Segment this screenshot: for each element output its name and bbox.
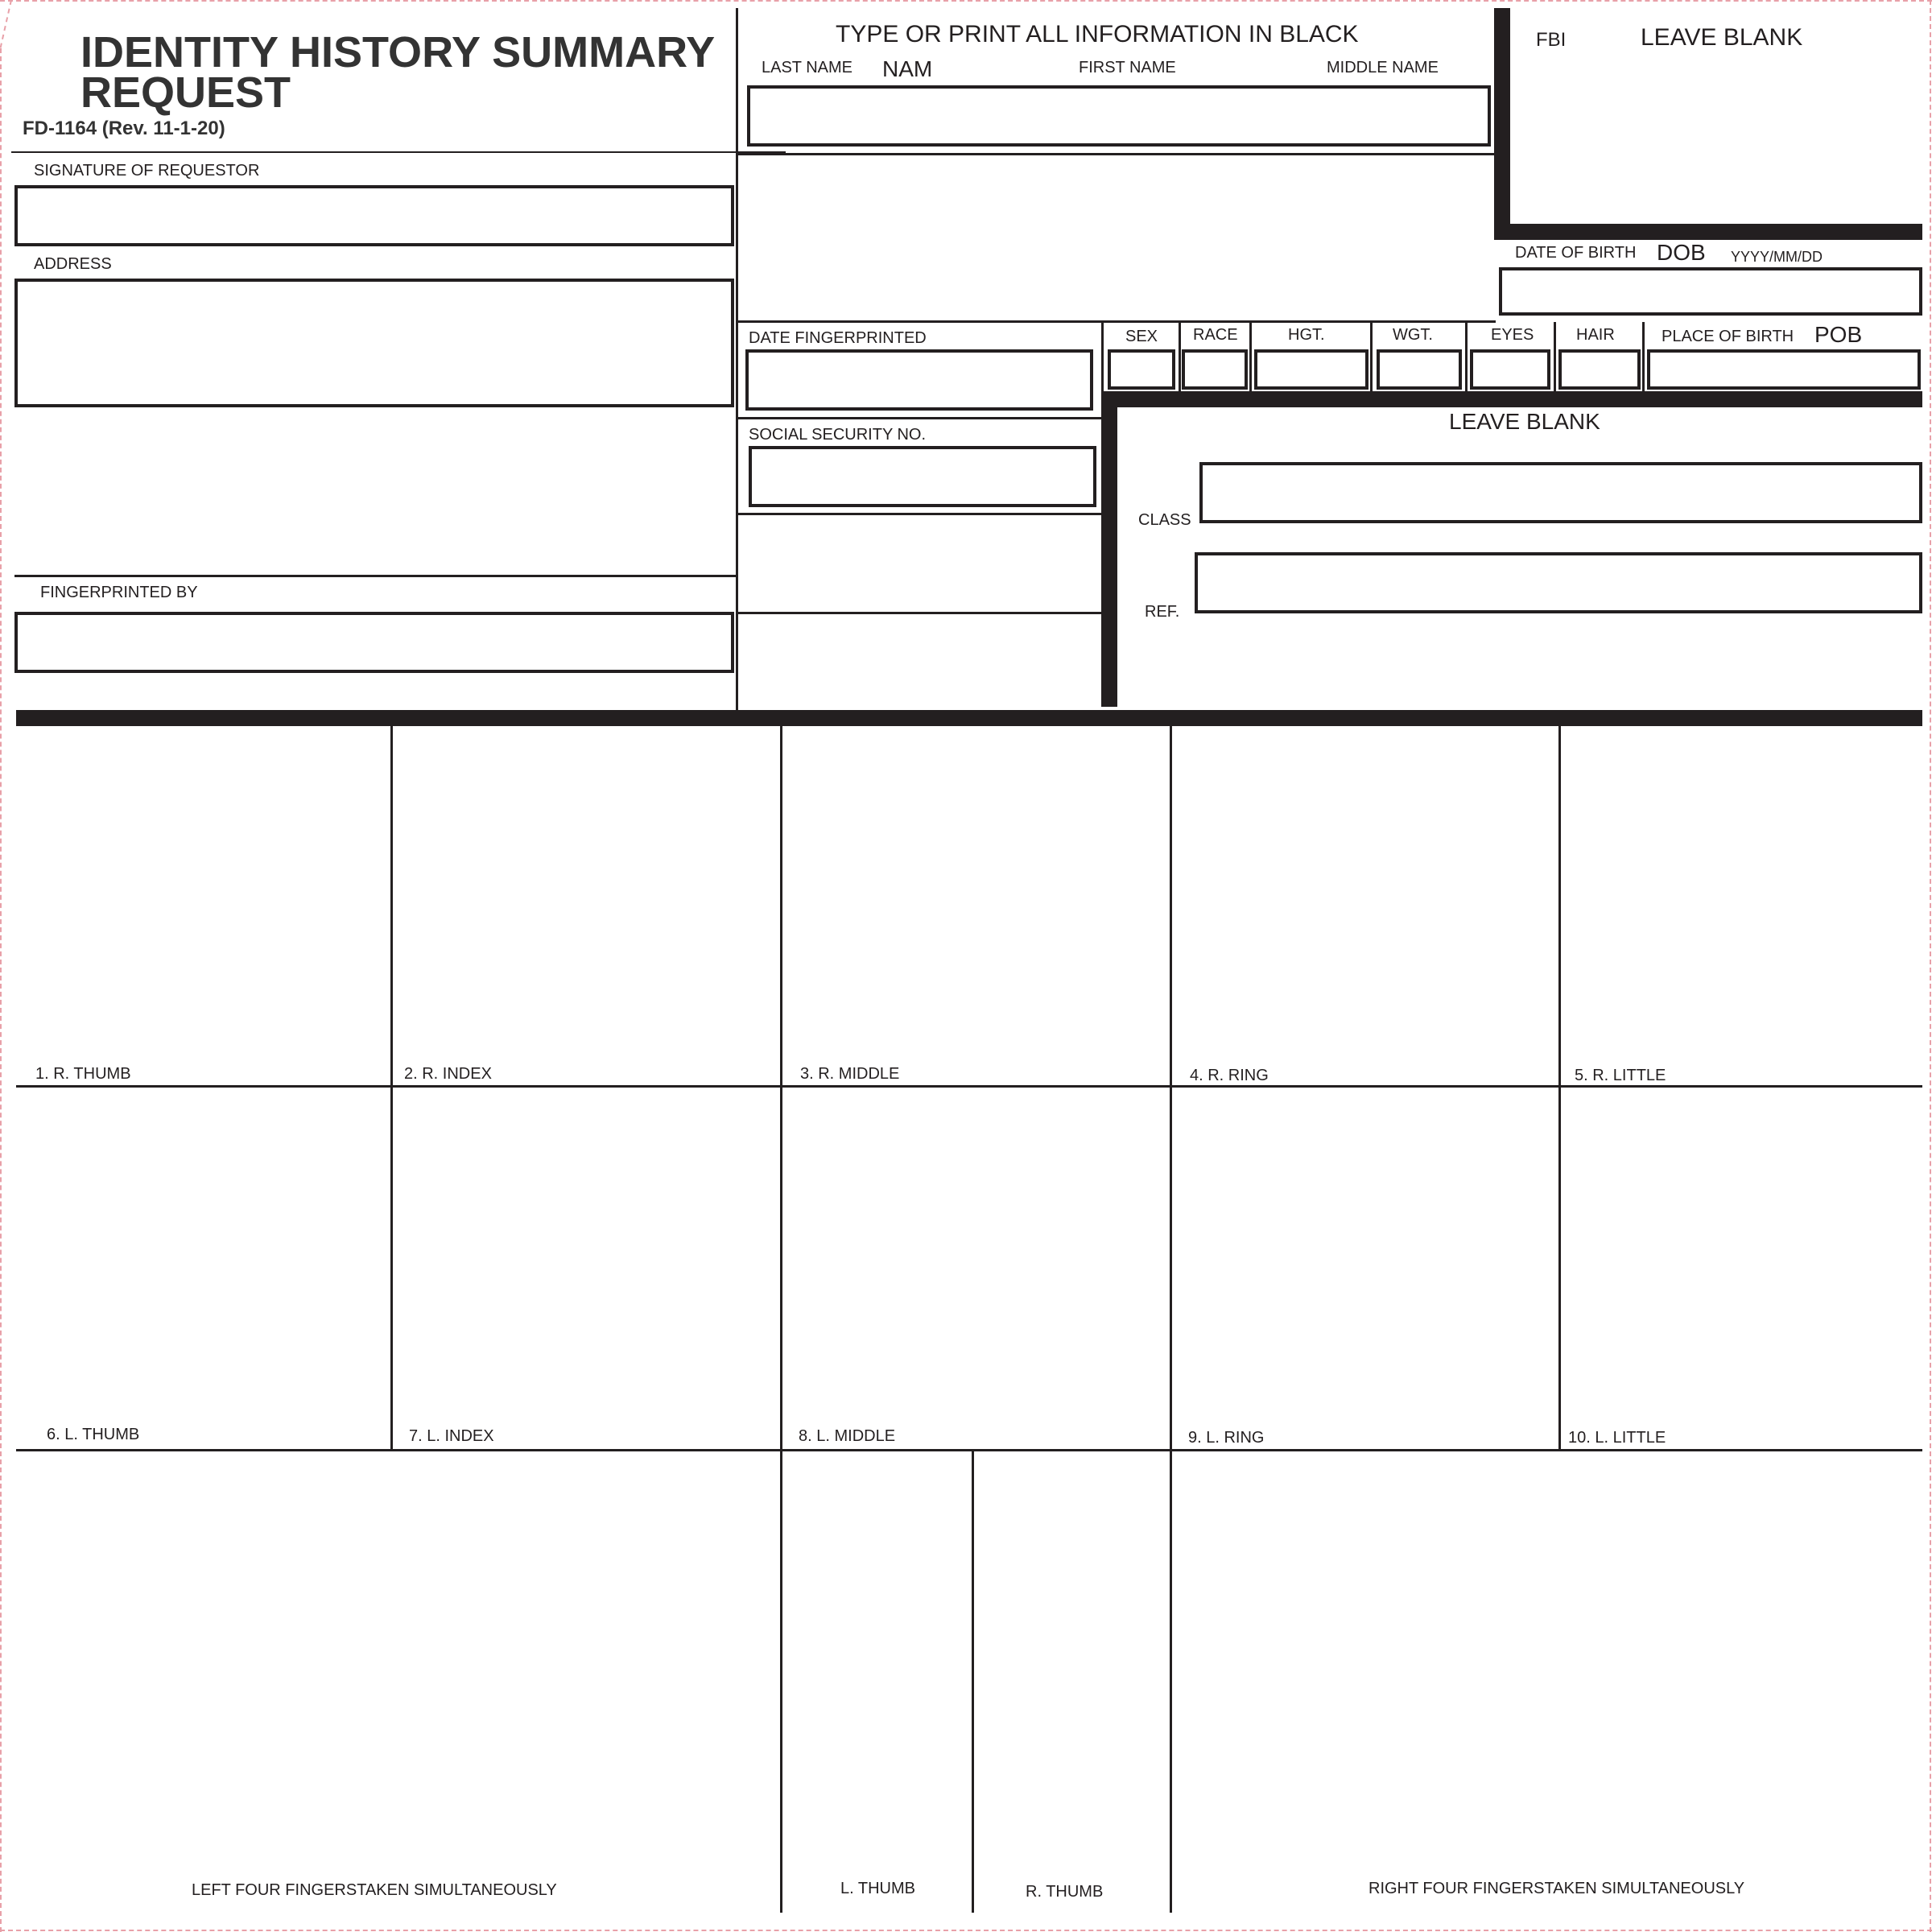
class-label: CLASS — [1138, 511, 1191, 529]
finger-box-right-four[interactable] — [1172, 1451, 1922, 1913]
fbi-leave-blank: LEAVE BLANK — [1641, 24, 1803, 51]
wgt-label: WGT. — [1393, 326, 1433, 344]
finger-label-left-four: LEFT FOUR FINGERSTAKEN SIMULTANEOUSLY — [192, 1881, 557, 1899]
dob-label: DATE OF BIRTH — [1515, 244, 1637, 262]
finger-label-r-little: 5. R. LITTLE — [1575, 1067, 1666, 1084]
leave-blank-top-bar — [1101, 391, 1922, 407]
fbi-label: FBI — [1536, 29, 1567, 51]
ref-field[interactable] — [1195, 552, 1922, 613]
race-hgt-divider — [1249, 322, 1252, 391]
dob-field[interactable] — [1499, 267, 1922, 316]
corner-cut — [0, 0, 24, 56]
perforation-bottom — [0, 1930, 1932, 1931]
eyes-hair-divider — [1554, 322, 1556, 391]
date-fp-bottom — [737, 417, 1103, 419]
pob-label: PLACE OF BIRTH — [1662, 328, 1794, 345]
hair-label: HAIR — [1576, 326, 1615, 344]
wgt-eyes-divider — [1465, 322, 1468, 391]
date-fingerprinted-label: DATE FINGERPRINTED — [749, 329, 927, 347]
address-label: ADDRESS — [34, 255, 112, 273]
signature-field[interactable] — [14, 185, 734, 246]
sex-race-divider — [1179, 322, 1181, 391]
middle-name-label: MIDDLE NAME — [1327, 59, 1439, 76]
finger-box-r-index[interactable] — [393, 726, 780, 1085]
fingerprinted-by-top — [14, 575, 737, 577]
finger-label-l-index: 7. L. INDEX — [409, 1427, 494, 1445]
finger-box-r-thumb-plain[interactable] — [974, 1451, 1170, 1913]
dob-value: DOB — [1657, 240, 1706, 265]
column-divider-left — [736, 8, 738, 712]
finger-label-l-little: 10. L. LITTLE — [1568, 1429, 1666, 1447]
class-field[interactable] — [1199, 462, 1922, 523]
finger-label-r-middle: 3. R. MIDDLE — [800, 1065, 900, 1083]
form-title-line2: REQUEST — [80, 68, 291, 117]
fingerprinted-by-label: FINGERPRINTED BY — [40, 584, 198, 601]
fbi-block-left-bar — [1494, 8, 1510, 238]
ssn-label: SOCIAL SECURITY NO. — [749, 426, 927, 444]
race-field[interactable] — [1182, 349, 1248, 390]
race-label: RACE — [1193, 326, 1238, 344]
last-name-label: LAST NAME — [762, 59, 852, 76]
dob-format: YYYY/MM/DD — [1731, 249, 1823, 265]
finger-box-r-ring[interactable] — [1172, 726, 1558, 1085]
finger-box-l-little[interactable] — [1561, 1088, 1922, 1449]
hgt-wgt-divider — [1370, 322, 1373, 391]
finger-label-r-ring: 4. R. RING — [1190, 1067, 1269, 1084]
fingerprint-section-bar — [16, 710, 1922, 726]
finger-label-l-thumb: 6. L. THUMB — [47, 1426, 140, 1443]
leave-blank-left-bar — [1101, 391, 1117, 707]
perforation-left — [0, 48, 2, 1932]
pob-field[interactable] — [1647, 349, 1921, 390]
ref-label: REF. — [1145, 603, 1180, 621]
signature-label: SIGNATURE OF REQUESTOR — [34, 162, 260, 180]
form-title-line1: IDENTITY HISTORY SUMMARY — [80, 28, 716, 76]
finger-label-r-index: 2. R. INDEX — [404, 1065, 492, 1083]
hgt-field[interactable] — [1254, 349, 1368, 390]
blank-row-bottom — [737, 612, 1103, 614]
finger-box-l-thumb-plain[interactable] — [782, 1451, 972, 1913]
finger-label-l-ring: 9. L. RING — [1188, 1429, 1265, 1447]
finger-box-r-thumb[interactable] — [16, 726, 390, 1085]
details-row-top — [737, 320, 1496, 323]
date-fingerprinted-field[interactable] — [745, 349, 1093, 411]
finger-box-left-four[interactable] — [16, 1451, 780, 1913]
finger-label-right-four: RIGHT FOUR FINGERSTAKEN SIMULTANEOUSLY — [1368, 1880, 1745, 1897]
header-divider — [11, 151, 786, 153]
finger-label-l-thumb-plain: L. THUMB — [840, 1880, 915, 1897]
last-name-value: NAM — [882, 56, 933, 81]
finger-box-r-little[interactable] — [1561, 726, 1922, 1085]
finger-label-r-thumb: 1. R. THUMB — [35, 1065, 131, 1083]
eyes-label: EYES — [1491, 326, 1534, 344]
ssn-field[interactable] — [749, 446, 1096, 507]
hair-field[interactable] — [1558, 349, 1641, 390]
finger-label-l-middle: 8. L. MIDDLE — [799, 1427, 896, 1445]
form-number: FD-1164 (Rev. 11-1-20) — [23, 118, 225, 139]
sex-label: SEX — [1125, 328, 1158, 345]
pob-value: POB — [1814, 322, 1863, 347]
instructions-text: TYPE OR PRINT ALL INFORMATION IN BLACK — [836, 21, 1359, 47]
fbi-block-bottom-bar — [1494, 224, 1922, 240]
finger-label-r-thumb-plain: R. THUMB — [1026, 1883, 1104, 1901]
wgt-field[interactable] — [1377, 349, 1462, 390]
finger-box-l-thumb[interactable] — [16, 1088, 390, 1449]
perforation-right — [1930, 0, 1931, 1932]
finger-box-l-middle[interactable] — [782, 1088, 1170, 1449]
ssn-bottom — [737, 513, 1103, 515]
leave-blank-heading: LEAVE BLANK — [1449, 409, 1600, 434]
perforation-top — [0, 0, 1932, 2]
finger-box-l-ring[interactable] — [1172, 1088, 1558, 1449]
name-section-bottom — [737, 153, 1494, 155]
hair-pob-divider — [1642, 322, 1645, 391]
hgt-label: HGT. — [1288, 326, 1325, 344]
first-name-label: FIRST NAME — [1079, 59, 1176, 76]
eyes-field[interactable] — [1470, 349, 1550, 390]
fingerprinted-by-field[interactable] — [14, 612, 734, 673]
address-field[interactable] — [14, 279, 734, 407]
finger-box-r-middle[interactable] — [782, 726, 1170, 1085]
name-field[interactable] — [747, 85, 1491, 147]
finger-box-l-index[interactable] — [393, 1088, 780, 1449]
sex-field[interactable] — [1108, 349, 1175, 390]
